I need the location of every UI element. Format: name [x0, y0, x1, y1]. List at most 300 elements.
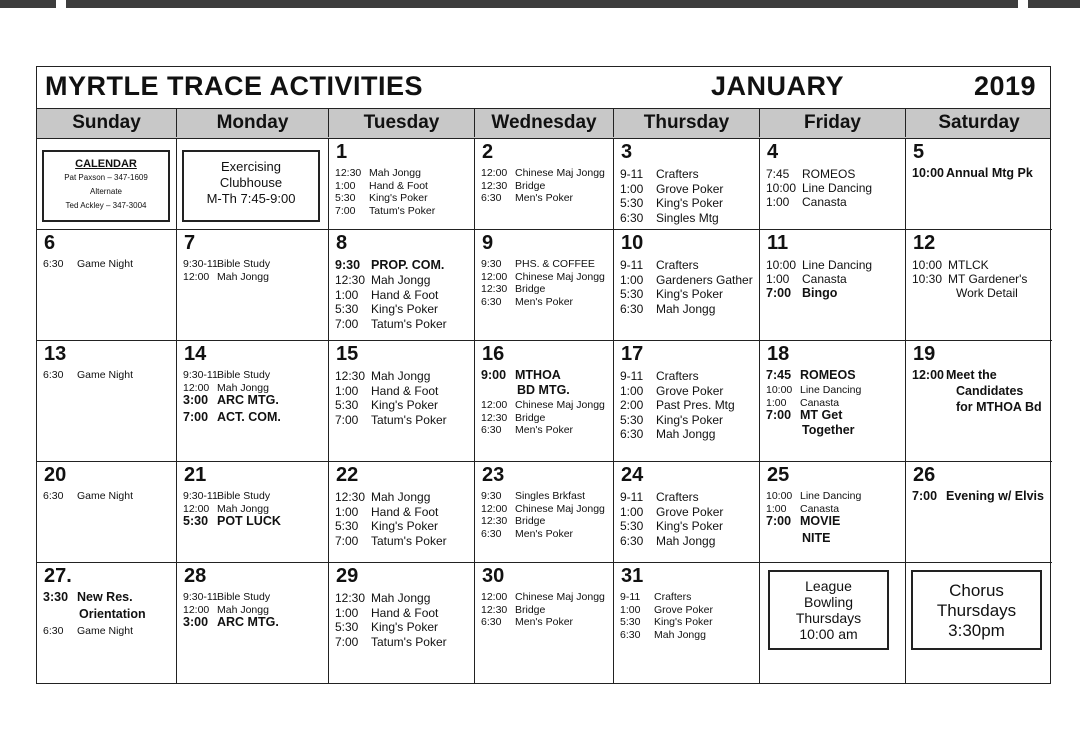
event-name: Mah Jongg	[654, 628, 706, 641]
day-cell-20	[37, 462, 177, 563]
event-row	[766, 424, 855, 437]
day-cell-16	[475, 341, 614, 462]
event-name: Tatum's Poker	[371, 316, 447, 331]
day-cell-1	[329, 139, 475, 230]
day-number: 4	[767, 141, 779, 163]
event-row	[335, 591, 430, 606]
event-row	[766, 409, 842, 422]
event-row	[335, 192, 428, 205]
event-time: 12:00	[481, 167, 508, 179]
event-name: King's Poker	[371, 519, 438, 533]
event-name: for MTHOA Bd	[956, 400, 1042, 414]
event-name: ROMEOS	[802, 167, 856, 181]
event-time: 7:00	[766, 514, 792, 528]
day-number: 14	[184, 343, 207, 365]
event-name: Tatum's Poker	[369, 204, 436, 217]
event-row	[335, 534, 447, 549]
year-label: 2019	[974, 71, 1037, 101]
event-name: Mah Jongg	[217, 502, 269, 515]
event-time: 7:00	[766, 408, 792, 422]
event-row	[183, 271, 269, 284]
event-name: Bible Study	[217, 490, 271, 502]
event-row	[620, 182, 723, 197]
event-name: King's Poker	[369, 192, 428, 204]
event-time: 9:30-11	[183, 490, 218, 502]
day-number: 10	[621, 232, 644, 254]
exercise-info-line: Exercising	[221, 159, 281, 174]
event-row	[183, 490, 270, 503]
calendar-contact-box	[42, 150, 170, 222]
event-row	[335, 167, 421, 180]
calendar-contact-line: Pat Paxson – 347-1609	[64, 173, 148, 182]
day-cell-7	[177, 230, 329, 341]
event-name: Singles Mtg	[656, 210, 719, 225]
event-name: Mah Jongg	[217, 270, 269, 283]
event-time: 12:30	[335, 369, 366, 383]
event-name: Bridge	[515, 411, 546, 424]
day-cell-28	[177, 563, 329, 683]
event-row	[183, 394, 279, 407]
event-name: Canasta	[802, 272, 847, 286]
day-cell-30	[475, 563, 614, 683]
event-time: 6:30	[620, 301, 644, 316]
event-name: Canasta	[800, 396, 840, 409]
event-name: King's Poker	[371, 302, 438, 316]
event-name: Bingo	[802, 286, 838, 300]
chorus-box	[911, 570, 1042, 650]
event-time: 10:00	[766, 258, 797, 272]
calendar-contact-line: Alternate	[89, 187, 123, 196]
event-row	[766, 286, 837, 301]
event-name: ARC MTG.	[217, 615, 279, 629]
event-time: 6:30	[620, 427, 644, 441]
event-name: Tatum's Poker	[371, 533, 447, 548]
event-name: Hand & Foot	[371, 605, 439, 620]
event-row	[481, 412, 545, 425]
event-time: 9-11	[620, 167, 644, 181]
event-name: Grove Poker	[656, 504, 724, 519]
event-row	[481, 528, 573, 541]
event-row	[766, 369, 856, 382]
event-time: 12:30	[335, 490, 366, 504]
weekday-friday: Friday	[760, 109, 906, 137]
event-time: 9-11	[620, 258, 644, 272]
event-row	[620, 258, 699, 273]
event-time: 5:30	[335, 398, 359, 412]
event-time: 6:30	[620, 533, 644, 548]
exercise-info-line: Clubhouse	[219, 175, 283, 190]
event-row	[620, 273, 753, 288]
day-number: 22	[336, 464, 359, 486]
day-cell-26	[906, 462, 1052, 563]
event-time: 9:30-11	[183, 369, 218, 381]
event-time: 3:00	[183, 615, 209, 629]
event-name: Bible Study	[217, 591, 271, 603]
day-number: 24	[621, 464, 644, 486]
event-time: 12:00	[481, 502, 508, 515]
day-cell-18	[760, 341, 906, 462]
event-row	[620, 604, 713, 617]
event-name: Game Night	[77, 369, 134, 381]
event-time: 7:00	[335, 204, 356, 217]
title-row	[37, 67, 1050, 108]
event-time: 3:30	[43, 590, 69, 604]
event-name: Mah Jongg	[217, 381, 269, 394]
event-name: Men's Poker	[515, 424, 574, 436]
event-name: Men's Poker	[515, 295, 574, 308]
day-cell-10	[614, 230, 760, 341]
event-row	[766, 181, 872, 196]
event-name: Chinese Maj Jongg	[515, 502, 605, 515]
event-row	[43, 258, 133, 271]
day-cell-24	[614, 462, 760, 563]
event-time: 10:00	[912, 166, 944, 180]
event-row	[912, 258, 989, 273]
event-row	[43, 369, 133, 382]
event-name: Crafters	[656, 167, 699, 181]
event-time: 12:30	[481, 283, 508, 295]
event-name: Bridge	[515, 603, 546, 616]
event-time: 7:00	[335, 412, 359, 427]
event-name: Crafters	[656, 258, 699, 272]
event-row	[183, 616, 279, 629]
event-time: 12:00	[481, 591, 508, 603]
event-row	[335, 384, 438, 399]
event-name: Men's Poker	[515, 616, 574, 628]
event-row	[620, 505, 723, 520]
day-number: 31	[621, 565, 644, 587]
event-row	[481, 271, 605, 284]
event-name: Canasta	[802, 195, 847, 209]
league-bowling-line: 10:00 am	[799, 626, 858, 642]
event-time: 5:30	[620, 287, 644, 301]
event-name: MTHOA	[515, 368, 561, 382]
exercise-info	[177, 139, 329, 230]
day-cell-27	[37, 563, 177, 683]
league-bowling-line: Thursdays	[795, 610, 862, 626]
event-row	[620, 196, 723, 211]
event-row	[912, 401, 1042, 414]
event-row	[481, 591, 605, 604]
day-number: 11	[767, 232, 789, 254]
calendar-grid	[36, 66, 1051, 684]
event-row	[620, 591, 691, 604]
day-cell-22	[329, 462, 475, 563]
event-name: MT Get	[800, 408, 843, 422]
event-name: Meet the	[946, 368, 997, 382]
event-time: 12:00	[912, 368, 944, 382]
event-row	[912, 167, 1033, 180]
day-number: 26	[913, 464, 936, 486]
event-time: 5:30	[335, 302, 359, 316]
event-time: 9-11	[620, 369, 644, 383]
event-name: Evening w/ Elvis	[946, 489, 1044, 503]
event-row	[481, 503, 605, 516]
event-row	[481, 192, 573, 205]
event-name: Hand & Foot	[369, 179, 428, 192]
event-row	[481, 369, 561, 382]
calendar-title: MYRTLE TRACE ACTIVITIES	[45, 71, 424, 101]
top-bar-notch	[56, 0, 66, 8]
event-row	[481, 399, 605, 412]
day-number: 12	[913, 232, 936, 254]
day-cell-11	[760, 230, 906, 341]
day-number: 21	[184, 464, 207, 486]
event-time: 7:45	[766, 167, 790, 181]
calendar-contact-line: Ted Ackley – 347-3004	[65, 201, 147, 210]
event-name: BD MTG.	[517, 383, 570, 397]
event-name: Chinese Maj Jongg	[515, 399, 605, 411]
event-name: Chinese Maj Jongg	[515, 167, 605, 179]
event-time: 6:30	[481, 616, 502, 628]
event-time: 12:30	[481, 515, 508, 527]
event-name: Singles Brkfast	[515, 490, 586, 502]
event-name: Hand & Foot	[371, 504, 439, 519]
day-number: 19	[913, 343, 936, 365]
event-name: Bridge	[515, 283, 546, 295]
event-row	[183, 369, 270, 382]
event-row	[335, 490, 430, 505]
chorus-line: 3:30pm	[948, 621, 1005, 640]
event-row	[335, 369, 430, 384]
event-time: 10:00	[766, 181, 797, 195]
event-name: Mah Jongg	[371, 369, 431, 383]
day-cell-23	[475, 462, 614, 563]
day-number: 15	[336, 343, 359, 365]
event-name: Mah Jongg	[371, 273, 431, 287]
event-row	[766, 272, 847, 287]
event-row	[912, 490, 1044, 503]
event-row	[912, 286, 1018, 301]
event-row	[335, 413, 447, 428]
event-name: MTLCK	[948, 258, 989, 272]
event-name: Line Dancing	[802, 181, 873, 195]
event-row	[335, 258, 444, 273]
day-cell-3	[614, 139, 760, 230]
event-name: Crafters	[654, 591, 692, 603]
event-name: Mah Jongg	[371, 591, 431, 605]
day-number: 3	[621, 141, 633, 163]
event-time: 6:30	[620, 210, 644, 225]
weekday-header	[37, 108, 1050, 139]
event-time: 1:00	[335, 179, 356, 192]
event-row	[43, 625, 133, 638]
weekday-thursday: Thursday	[614, 109, 760, 137]
day-number: 27.	[44, 565, 72, 587]
event-name: ROMEOS	[800, 368, 856, 382]
event-row	[481, 616, 573, 629]
league-bowling-box	[768, 570, 889, 650]
event-name: Tatum's Poker	[371, 412, 447, 427]
event-row	[912, 369, 997, 382]
event-row	[335, 606, 438, 621]
event-name: MOVIE	[800, 514, 841, 528]
event-row	[481, 384, 570, 397]
event-name: Canasta	[800, 502, 840, 515]
event-row	[335, 519, 438, 534]
event-row	[620, 369, 699, 384]
event-row	[335, 205, 435, 218]
event-name: Line Dancing	[800, 384, 862, 396]
event-row	[620, 534, 715, 549]
day-number: 20	[44, 464, 67, 486]
event-name: Bridge	[515, 515, 546, 527]
event-name: Hand & Foot	[371, 383, 439, 398]
event-row	[912, 272, 1027, 287]
day-number: 9	[482, 232, 494, 254]
event-time: 12:00	[183, 603, 210, 616]
event-time: 9:30	[335, 258, 361, 272]
event-time: 12:00	[183, 502, 210, 515]
event-name: King's Poker	[656, 412, 723, 427]
event-name: Crafters	[656, 369, 699, 383]
event-row	[766, 384, 861, 397]
event-row	[620, 384, 723, 399]
event-row	[620, 427, 715, 442]
event-time: 9:30	[481, 490, 502, 502]
event-time: 7:00	[766, 286, 792, 300]
weekday-monday: Monday	[177, 109, 329, 137]
day-number: 6	[44, 232, 56, 254]
chorus-line: Thursdays	[936, 601, 1017, 620]
event-row	[620, 287, 723, 302]
event-row	[481, 283, 545, 296]
event-name: Tatum's Poker	[371, 634, 447, 649]
event-name: Candidates	[956, 384, 1024, 398]
event-name: King's Poker	[654, 616, 713, 628]
day-number: 28	[184, 565, 207, 587]
event-name: PROP. COM.	[371, 258, 445, 272]
event-time: 7:45	[766, 368, 792, 382]
day-cell-21	[177, 462, 329, 563]
event-row	[620, 629, 706, 642]
event-row	[481, 296, 573, 309]
day-number: 23	[482, 464, 505, 486]
event-time: 5:30	[335, 192, 356, 204]
event-name: Bridge	[515, 179, 546, 192]
event-name: Chinese Maj Jongg	[515, 270, 605, 283]
event-name: Chinese Maj Jongg	[515, 591, 605, 603]
event-time: 7:00	[183, 410, 209, 424]
day-cell-9	[475, 230, 614, 341]
event-time: 6:30	[481, 527, 502, 540]
event-row	[481, 515, 545, 528]
event-name: Gardeners Gather	[656, 272, 753, 287]
league-bowling-line: League	[805, 578, 852, 594]
event-name: Line Dancing	[800, 490, 862, 502]
event-name: Mah Jongg	[217, 603, 269, 616]
event-row	[481, 258, 595, 271]
day-cell-8	[329, 230, 475, 341]
event-name: Bible Study	[217, 369, 271, 381]
day-number: 17	[621, 343, 644, 365]
event-row	[481, 180, 545, 193]
event-name: Men's Poker	[515, 192, 574, 204]
event-name: Game Night	[77, 625, 134, 637]
event-time: 9:00	[481, 368, 507, 382]
league-bowling-line: Bowling	[803, 594, 854, 610]
event-time: 5:30	[335, 620, 359, 634]
event-time: 6:30	[43, 258, 64, 270]
day-number: 2	[482, 141, 494, 163]
event-time: 1:00	[766, 396, 787, 409]
day-number: 29	[336, 565, 359, 587]
event-time: 6:30	[620, 628, 641, 641]
event-time: 12:30	[481, 179, 508, 192]
event-row	[183, 258, 270, 271]
event-name: Mah Jongg	[369, 167, 421, 179]
day-number: 8	[336, 232, 348, 254]
event-time: 5:30	[620, 196, 644, 210]
event-row	[335, 317, 447, 332]
event-row	[335, 620, 438, 635]
event-time: 1:00	[620, 181, 644, 196]
event-name: PHS. & COFFEE	[515, 258, 595, 270]
event-time: 1:00	[335, 287, 359, 302]
event-name: Past Pres. Mtg	[656, 398, 735, 412]
day-number: 7	[184, 232, 196, 254]
event-time: 12:00	[183, 270, 210, 283]
event-time: 10:30	[912, 272, 943, 286]
event-time: 10:00	[766, 490, 793, 502]
day-cell-29	[329, 563, 475, 683]
league-bowling	[760, 563, 906, 683]
event-row	[766, 532, 830, 545]
event-time: 12:00	[481, 270, 508, 283]
event-time: 7:00	[912, 489, 938, 503]
event-row	[335, 180, 428, 193]
day-cell-6	[37, 230, 177, 341]
weekday-saturday: Saturday	[938, 112, 1020, 133]
day-cell-5	[906, 139, 1052, 230]
event-time: 12:00	[183, 381, 210, 394]
event-row	[481, 167, 605, 180]
event-name: King's Poker	[656, 519, 723, 533]
event-row	[620, 167, 699, 182]
event-name: Hand & Foot	[371, 287, 439, 302]
event-name: New Res.	[77, 590, 133, 604]
event-row	[620, 398, 735, 413]
event-time: 7:00	[335, 634, 359, 649]
event-time: 7:00	[335, 533, 359, 548]
event-time: 2:00	[620, 398, 644, 412]
event-name: Together	[802, 423, 855, 437]
event-time: 6:30	[43, 625, 64, 637]
event-time: 12:30	[335, 273, 366, 287]
day-cell-4	[760, 139, 906, 230]
event-row	[766, 515, 840, 528]
event-time: 1:00	[766, 502, 787, 515]
event-row	[43, 608, 146, 621]
day-number: 13	[44, 343, 67, 365]
event-row	[766, 195, 847, 210]
event-row	[620, 302, 715, 317]
day-cell-15	[329, 341, 475, 462]
event-row	[335, 635, 447, 650]
event-row	[335, 505, 438, 520]
exercise-info-line: M-Th 7:45-9:00	[206, 191, 296, 206]
event-time: 9:30-11	[183, 591, 218, 603]
event-name: MT Gardener's	[948, 272, 1028, 286]
event-name: Crafters	[656, 490, 699, 504]
day-cell-31	[614, 563, 760, 683]
event-time: 1:00	[620, 383, 644, 398]
event-row	[335, 302, 438, 317]
weekday-tuesday: Tuesday	[329, 109, 475, 137]
event-time: 9:30	[481, 258, 502, 270]
event-row	[912, 385, 1023, 398]
event-time: 12:30	[335, 591, 366, 605]
